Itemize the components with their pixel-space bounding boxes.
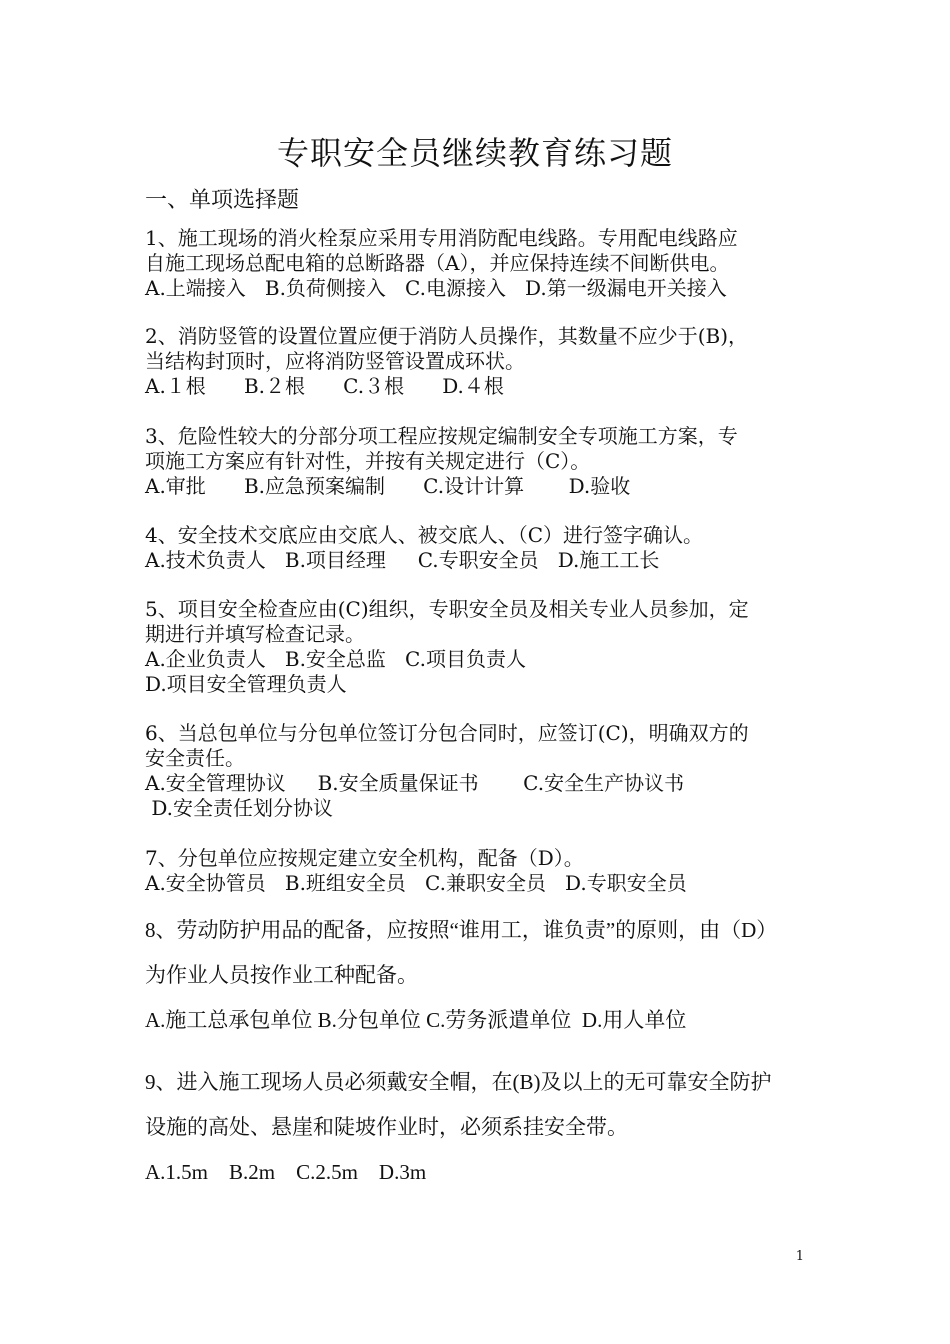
question-5 [145,597,815,697]
question-options: A.施工总承包单位 B.分包单位 C.劳务派遣单位 D.用人单位 [145,1008,687,1032]
question-2 [145,324,815,399]
question-4 [145,523,815,573]
question-text: 9、进入施工现场人员必须戴安全帽，在(B)及以上的无可靠安全防护 [145,1070,772,1094]
section-heading: 一、单项选择题 [145,188,300,213]
question-text: 3、危险性较大的分部分项工程应按规定编制安全专项施工方案，专 [145,424,738,448]
question-options: A.1.5m B.2m C.2.5m D.3m [145,1160,427,1184]
question-text: 为作业人员按作业工种配备。 [145,963,418,987]
question-options: A.上端接入 B.负荷侧接入 C.电源接入 D.第一级漏电开关接入 [145,276,727,300]
question-text: 4、安全技术交底应由交底人、被交底人、（C）进行签字确认。 [145,523,704,547]
question-options: A.安全协管员 B.班组安全员 C.兼职安全员 D.专职安全员 [145,871,687,895]
question-options: D.项目安全管理负责人 [145,672,347,696]
question-6 [145,721,815,821]
question-text: 安全责任。 [145,746,245,770]
page-number: 1 [795,1249,804,1264]
question-options: D.安全责任划分协议 [145,796,334,820]
question-text: 当结构封顶时，应将消防竖管设置成环状。 [145,349,525,373]
question-text: 2、消防竖管的设置位置应便于消防人员操作，其数量不应少于(B)， [145,324,749,348]
question-8 [145,908,815,1043]
question-3 [145,424,815,499]
question-text: 期进行并填写检查记录。 [145,622,365,646]
question-text: 自施工现场总配电箱的总断路器（A），并应保持连续不间断供电。 [145,251,730,275]
question-text: 1、施工现场的消火栓泵应采用专用消防配电线路。专用配电线路应 [145,226,738,250]
question-9 [145,1060,815,1195]
question-text: 项施工方案应有针对性，并按有关规定进行（C）。 [145,449,591,473]
question-options: A.审批 B.应急预案编制 C.设计计算 D.验收 [145,474,631,498]
document-title: 专职安全员继续教育练习题 [276,134,673,172]
question-options: A.安全管理协议 B.安全质量保证书 C.安全生产协议书 [145,771,685,795]
question-7 [145,846,815,896]
question-1 [145,226,815,301]
question-text: 5、项目安全检查应由(C)组织，专职安全员及相关专业人员参加，定 [145,597,749,621]
question-options: A.技术负责人 B.项目经理 C.专职安全员 D.施工工长 [145,548,660,572]
question-text: 8、劳动防护用品的配备，应按照“谁用工，谁负责”的原则，由（D） [145,918,778,942]
question-options: A.企业负责人 B.安全总监 C.项目负责人 [145,647,526,671]
question-text: 7、分包单位应按规定建立安全机构，配备（D）。 [145,846,584,870]
question-text: 设施的高处、悬崖和陡坡作业时，必须系挂安全带。 [145,1115,628,1139]
question-options: A.１根 B.２根 C.３根 D.４根 [145,374,504,398]
question-text: 6、当总包单位与分包单位签订分包合同时，应签订(C)，明确双方的 [145,721,749,745]
